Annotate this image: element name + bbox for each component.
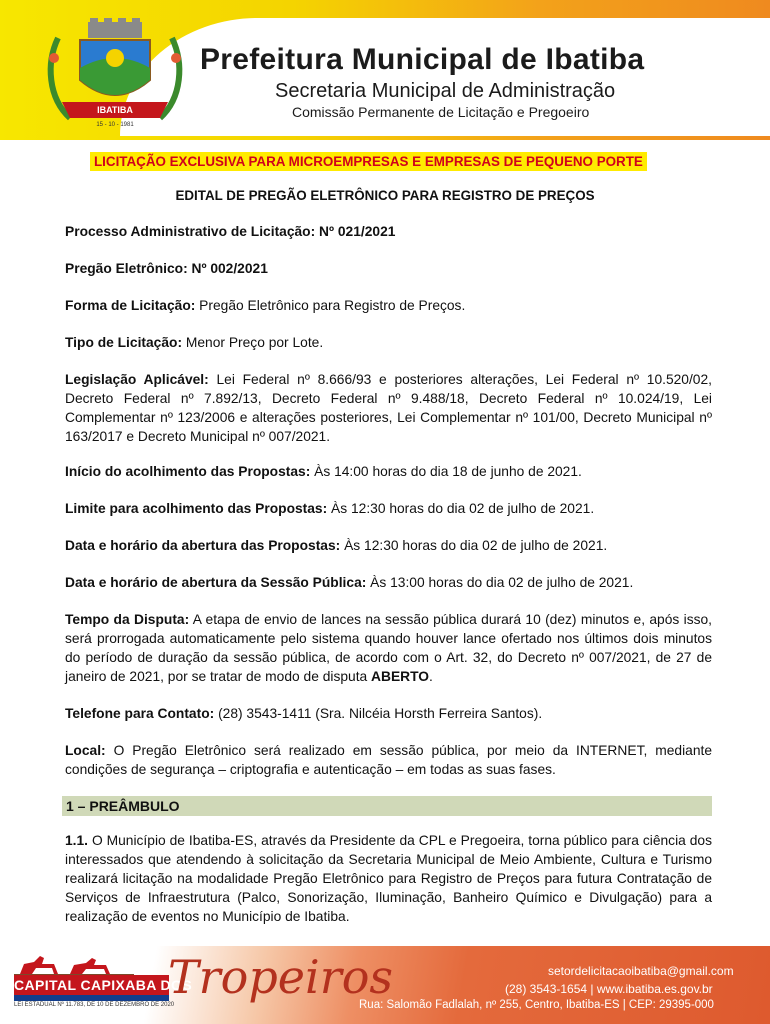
- crest-date: 15 - 10 - 1981: [96, 122, 134, 128]
- inicio-label: Início do acolhimento das Propostas:: [65, 464, 311, 479]
- footer-email[interactable]: setordelicitacaoibatiba@gmail.com: [548, 964, 734, 978]
- coat-of-arms-logo: [40, 18, 190, 130]
- telefone-value: (28) 3543-1411 (Sra. Nilcéia Horsth Ferreira Santos).: [214, 706, 543, 721]
- tempo-label: Tempo da Disputa:: [65, 612, 190, 627]
- exclusive-banner: LICITAÇÃO EXCLUSIVA PARA MICROEMPRESAS E EMPRESAS DE PEQUENO PORTE: [90, 152, 647, 171]
- footer-phone-website[interactable]: (28) 3543-1654 | www.ibatiba.es.gov.br: [505, 982, 713, 996]
- processo-label: Processo Administrativo de Licitação: Nº 021/2021: [65, 224, 396, 239]
- processo-line: [65, 222, 712, 241]
- footer-address: Rua: Salomão Fadlalah, nº 255, Centro, Ibatiba-ES | CEP: 29395-000: [359, 999, 714, 1011]
- abertura-sessao-label: Data e horário de abertura da Sessão Pública:: [65, 575, 367, 590]
- forma-line: [65, 296, 712, 315]
- tempo-end: .: [429, 669, 433, 684]
- clause-1-1: [65, 831, 712, 926]
- abertura-propostas-value: Às 12:30 horas do dia 02 de julho de 2021.: [340, 538, 608, 553]
- edital-title: EDITAL DE PREGÃO ELETRÔNICO PARA REGISTRO DE PREÇOS: [175, 188, 595, 203]
- crest-ribbon-text: IBATIBA: [97, 105, 133, 115]
- clause-1-1-text: O Município de Ibatiba-ES, através da Presidente da CPL e Pregoeira, torna público para ciência dos interessados que atendendo à solicitação da Secretaria Municipal de Meio Ambiente, Cultura e Turismo realizará licitação na modalidade Pregão Eletrônico para Registro de Preços para futura Contratação de Serviços de Infraestrutura (Palco, Sonorização, Iluminação, Banheiro Químico e Divulgação) para a realização de eventos no Município de Ibatiba.: [65, 833, 712, 924]
- header-subtitle: Secretaria Municipal de Administração: [275, 80, 616, 102]
- telefone-line: [65, 704, 712, 723]
- limite-line: [65, 499, 712, 518]
- clause-1-1-number: 1.1.: [65, 833, 89, 848]
- horse-rider-icon: [14, 952, 134, 976]
- abertura-sessao-value: Às 13:00 horas do dia 02 de julho de 2021.: [366, 575, 634, 590]
- forma-value: Pregão Eletrônico para Registro de Preços.: [195, 298, 466, 313]
- header-subtitle-2: Comissão Permanente de Licitação e Pregoeiro: [292, 104, 590, 120]
- local-label: Local:: [65, 743, 106, 758]
- tropeiros-logotype: Tropeiros: [168, 950, 394, 1004]
- limite-label: Limite para acolhimento das Propostas:: [65, 501, 328, 516]
- page-title: Prefeitura Municipal de Ibatiba: [200, 43, 645, 76]
- forma-label: Forma de Licitação:: [65, 298, 196, 313]
- footer-law-note: LEI ESTADUAL Nº 11.783, DE 10 DE DEZEMBRO DE 2020: [14, 1002, 175, 1008]
- pregao-label: Pregão Eletrônico: Nº 002/2021: [65, 261, 268, 276]
- telefone-label: Telefone para Contato:: [65, 706, 215, 721]
- tipo-label: Tipo de Licitação:: [65, 335, 183, 350]
- local-paragraph: [65, 741, 712, 779]
- legislacao-label: Legislação Aplicável:: [65, 372, 209, 387]
- capital-capixaba-label: CAPITAL CAPIXABA DOS: [14, 977, 193, 993]
- tempo-paragraph: [65, 610, 712, 686]
- abertura-propostas-label: Data e horário da abertura das Propostas:: [65, 538, 341, 553]
- limite-value: Às 12:30 horas do dia 02 de julho de 2021.: [327, 501, 595, 516]
- footer-blue-stripe: [14, 995, 169, 1001]
- section-preambulo-heading: 1 – PREÂMBULO: [62, 796, 712, 816]
- tempo-emphasis: ABERTO: [371, 669, 430, 684]
- tipo-value: Menor Preço por Lote.: [182, 335, 324, 350]
- tipo-line: [65, 333, 712, 352]
- legislacao-paragraph: [65, 370, 712, 446]
- inicio-line: [65, 462, 712, 481]
- local-value: O Pregão Eletrônico será realizado em sessão pública, por meio da INTERNET, mediante condições de segurança – criptografia e autenticação – em todas as suas fases.: [65, 743, 712, 777]
- abertura-propostas-line: [65, 536, 712, 555]
- inicio-value: Às 14:00 horas do dia 18 de junho de 2021.: [310, 464, 582, 479]
- legislacao-value: Lei Federal nº 8.666/93 e posteriores alterações, Lei Federal nº 10.520/02, Decreto Federal nº 7.892/13, Decreto Federal nº 9.488/18, Decreto Federal nº 10.024/19, Lei Complementar nº 123/2006 e alterações posteriores, Lei Complementar nº 101/00, Decreto Municipal nº 163/2017 e Decreto Municipal nº 007/2021.: [65, 372, 712, 444]
- tempo-value: A etapa de envio de lances na sessão pública durará 10 (dez) minutos e, após isso, será prorrogada automaticamente pelo sistema quando houver lance ofertado nos últimos dois minutos do período de duração da sessão pública, de acordo com o Art. 32, do Decreto nº 007/2021, de 27 de janeiro de 2021, por se tratar de modo de disputa: [65, 612, 712, 684]
- abertura-sessao-line: [65, 573, 712, 592]
- pregao-line: [65, 259, 712, 278]
